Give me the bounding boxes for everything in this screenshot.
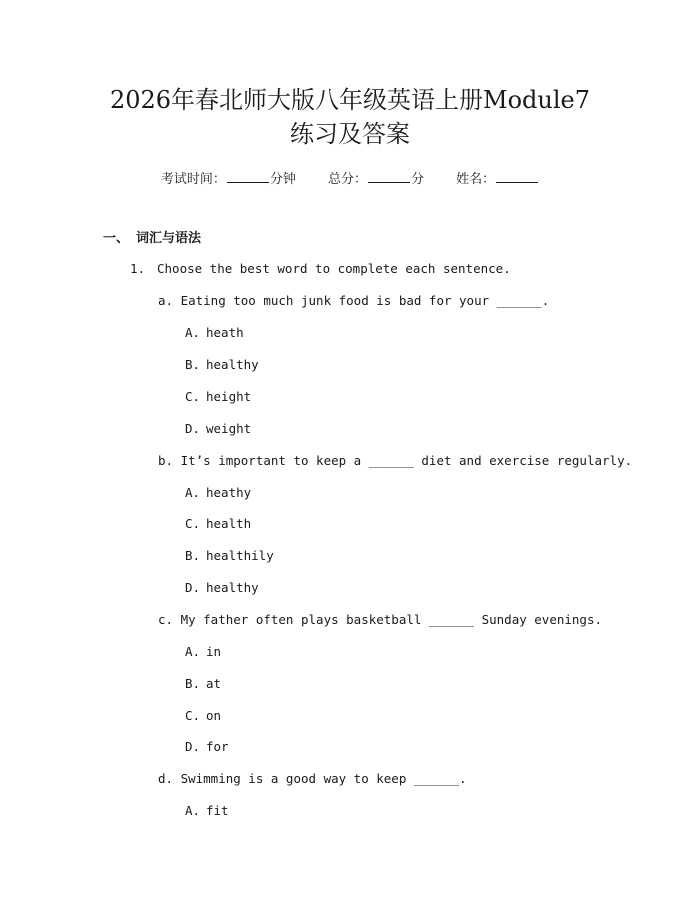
student-name-label: 姓名： bbox=[456, 172, 496, 187]
answer-option bbox=[185, 676, 221, 692]
exam-time-label: 考试时间： bbox=[160, 172, 226, 187]
option-letter: B. bbox=[185, 676, 201, 691]
student-name-field bbox=[456, 169, 539, 189]
answer-option bbox=[185, 325, 244, 341]
answer-option bbox=[185, 739, 229, 755]
document-title: 2026年春北师大版八年级英语上册Module7 bbox=[109, 86, 591, 114]
option-text: heath bbox=[206, 325, 244, 340]
option-letter: A. bbox=[185, 803, 201, 818]
option-text: heathy bbox=[206, 485, 252, 500]
option-letter: D. bbox=[185, 580, 201, 595]
option-letter: C. bbox=[185, 708, 201, 723]
total-score-label: 总分： bbox=[327, 172, 367, 187]
answer-option bbox=[185, 548, 274, 564]
sub-question: b. It’s important to keep a ______ diet and exercise regularly. bbox=[158, 453, 633, 468]
question-instruction-text: Choose the best word to complete each sentence. bbox=[157, 261, 511, 276]
sub-question: c. My father often plays basketball ______ Sunday evenings. bbox=[158, 612, 603, 627]
option-text: at bbox=[206, 676, 222, 691]
option-letter: D. bbox=[185, 421, 201, 436]
option-text: healthy bbox=[206, 580, 259, 595]
option-letter: C. bbox=[185, 516, 201, 531]
sub-question: d. Swimming is a good way to keep ______. bbox=[158, 771, 467, 786]
section-title: 词汇与语法 bbox=[136, 231, 202, 246]
option-letter: C. bbox=[185, 389, 201, 404]
option-letter: A. bbox=[185, 485, 201, 500]
question-instruction bbox=[130, 261, 511, 277]
section-heading bbox=[103, 230, 201, 248]
answer-option bbox=[185, 580, 259, 596]
option-text: weight bbox=[206, 421, 252, 436]
sub-question: a. Eating too much junk food is bad for your ______. bbox=[158, 293, 550, 308]
answer-option bbox=[185, 389, 251, 405]
exam-time-blank bbox=[227, 169, 269, 183]
option-letter: D. bbox=[185, 739, 201, 754]
total-score-field bbox=[328, 169, 424, 189]
document-title-line2: 练习及答案 bbox=[290, 120, 410, 148]
total-score-unit: 分 bbox=[411, 172, 425, 187]
section-number: 一、 bbox=[103, 231, 130, 246]
exam-meta bbox=[0, 169, 700, 189]
option-text: for bbox=[206, 739, 229, 754]
student-name-blank bbox=[496, 169, 538, 183]
answer-option bbox=[185, 485, 251, 501]
total-score-blank bbox=[368, 169, 410, 183]
answer-option bbox=[185, 421, 251, 437]
option-letter: A. bbox=[185, 644, 201, 659]
option-text: health bbox=[206, 516, 252, 531]
option-letter: A. bbox=[185, 325, 201, 340]
option-text: in bbox=[206, 644, 222, 659]
option-text: healthily bbox=[206, 548, 274, 563]
option-letter: B. bbox=[185, 548, 201, 563]
question-number: 1. bbox=[130, 261, 146, 276]
answer-option bbox=[185, 708, 221, 724]
answer-option bbox=[185, 516, 251, 532]
option-letter: B. bbox=[185, 357, 201, 372]
answer-option bbox=[185, 357, 259, 373]
answer-option bbox=[185, 644, 221, 660]
option-text: healthy bbox=[206, 357, 259, 372]
answer-option bbox=[185, 803, 229, 819]
option-text: fit bbox=[206, 803, 229, 818]
exam-time-field bbox=[161, 169, 296, 189]
option-text: on bbox=[206, 708, 222, 723]
exam-time-unit: 分钟 bbox=[269, 172, 296, 187]
option-text: height bbox=[206, 389, 252, 404]
